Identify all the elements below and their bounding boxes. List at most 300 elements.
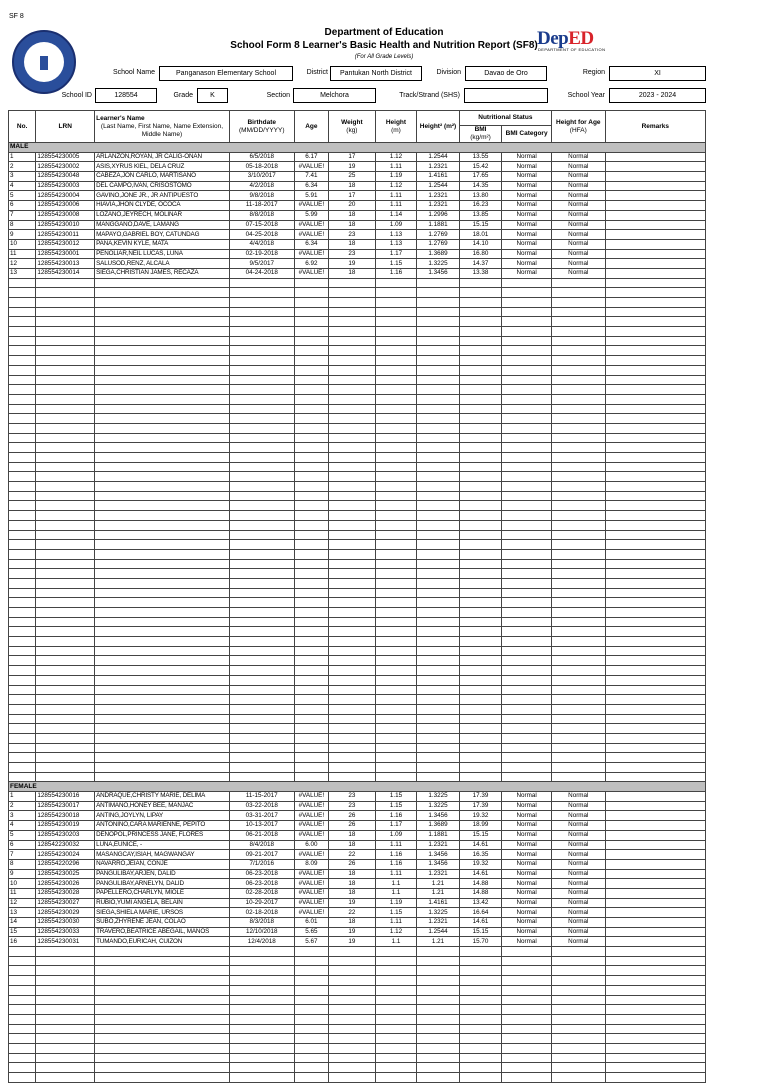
empty-cell[interactable]	[605, 443, 705, 453]
empty-cell[interactable]	[459, 714, 502, 724]
table-cell[interactable]: 1.11	[375, 191, 417, 201]
empty-cell[interactable]	[417, 327, 460, 337]
empty-cell[interactable]	[329, 501, 376, 511]
empty-cell[interactable]	[229, 733, 294, 743]
table-cell[interactable]: 02-19-2018	[229, 249, 294, 259]
table-cell[interactable]: 1.11	[375, 869, 417, 879]
empty-cell[interactable]	[375, 656, 417, 666]
table-cell[interactable]: 18	[329, 239, 376, 249]
district-field[interactable]: Pantukan North District	[330, 66, 422, 81]
empty-cell[interactable]	[229, 1034, 294, 1044]
empty-cell[interactable]	[417, 627, 460, 637]
table-cell[interactable]	[605, 908, 705, 918]
empty-cell[interactable]	[95, 763, 230, 773]
empty-cell[interactable]	[551, 385, 605, 395]
table-cell[interactable]: 128554230006	[36, 201, 95, 211]
empty-cell[interactable]	[9, 704, 36, 714]
empty-cell[interactable]	[329, 675, 376, 685]
empty-cell[interactable]	[229, 656, 294, 666]
empty-cell[interactable]	[417, 375, 460, 385]
empty-cell[interactable]	[605, 569, 705, 579]
table-cell[interactable]: 3	[9, 811, 36, 821]
empty-cell[interactable]	[502, 666, 552, 676]
table-cell[interactable]: PANGULIBAY,ARJEN, DALID	[95, 869, 230, 879]
table-cell[interactable]: Normal	[551, 869, 605, 879]
empty-cell[interactable]	[551, 704, 605, 714]
table-cell[interactable]: 1.21	[417, 879, 460, 889]
empty-cell[interactable]	[459, 695, 502, 705]
empty-cell[interactable]	[95, 433, 230, 443]
empty-cell[interactable]	[329, 462, 376, 472]
table-cell[interactable]: 5.99	[294, 210, 328, 220]
table-cell[interactable]: #VALUE!	[294, 850, 328, 860]
empty-cell[interactable]	[502, 559, 552, 569]
empty-cell[interactable]	[502, 307, 552, 317]
table-cell[interactable]	[605, 152, 705, 162]
table-cell[interactable]: 09-21-2017	[229, 850, 294, 860]
empty-cell[interactable]	[459, 753, 502, 763]
table-cell[interactable]: 128554230024	[36, 850, 95, 860]
table-cell[interactable]: 128554230014	[36, 268, 95, 278]
empty-cell[interactable]	[459, 356, 502, 366]
table-cell[interactable]: 128554230011	[36, 230, 95, 240]
empty-cell[interactable]	[294, 1063, 328, 1073]
empty-cell[interactable]	[605, 588, 705, 598]
empty-cell[interactable]	[95, 307, 230, 317]
table-cell[interactable]: #VALUE!	[294, 821, 328, 831]
table-cell[interactable]: #VALUE!	[294, 830, 328, 840]
empty-cell[interactable]	[551, 714, 605, 724]
table-cell[interactable]: DENOPOL,PRINCESS JANE, FLORES	[95, 830, 230, 840]
table-cell[interactable]: 1.3225	[417, 792, 460, 802]
empty-cell[interactable]	[329, 288, 376, 298]
table-cell[interactable]	[605, 172, 705, 182]
empty-cell[interactable]	[36, 656, 95, 666]
table-cell[interactable]: PANA,KEVIN KYLE, MATA	[95, 239, 230, 249]
table-cell[interactable]: 1.1	[375, 888, 417, 898]
empty-cell[interactable]	[329, 540, 376, 550]
empty-cell[interactable]	[329, 772, 376, 782]
empty-cell[interactable]	[9, 772, 36, 782]
empty-cell[interactable]	[459, 1005, 502, 1015]
table-cell[interactable]: 26	[329, 821, 376, 831]
table-cell[interactable]: NAVARRO,JEIAN, CONJE	[95, 859, 230, 869]
empty-cell[interactable]	[605, 336, 705, 346]
empty-cell[interactable]	[229, 336, 294, 346]
table-cell[interactable]: 13.38	[459, 268, 502, 278]
empty-cell[interactable]	[375, 947, 417, 957]
empty-cell[interactable]	[9, 724, 36, 734]
table-cell[interactable]: 15.70	[459, 937, 502, 947]
table-cell[interactable]: Normal	[502, 830, 552, 840]
table-cell[interactable]: #VALUE!	[294, 811, 328, 821]
empty-cell[interactable]	[375, 704, 417, 714]
empty-cell[interactable]	[375, 617, 417, 627]
table-cell[interactable]: 128554230008	[36, 210, 95, 220]
table-cell[interactable]: Normal	[502, 801, 552, 811]
empty-cell[interactable]	[229, 666, 294, 676]
empty-cell[interactable]	[417, 704, 460, 714]
table-cell[interactable]: 128554230013	[36, 259, 95, 269]
table-cell[interactable]	[605, 859, 705, 869]
table-cell[interactable]	[605, 162, 705, 172]
empty-cell[interactable]	[36, 753, 95, 763]
table-cell[interactable]: Normal	[551, 230, 605, 240]
empty-cell[interactable]	[329, 578, 376, 588]
empty-cell[interactable]	[417, 733, 460, 743]
empty-cell[interactable]	[551, 472, 605, 482]
empty-cell[interactable]	[551, 743, 605, 753]
empty-cell[interactable]	[329, 327, 376, 337]
empty-cell[interactable]	[329, 627, 376, 637]
table-cell[interactable]	[605, 830, 705, 840]
table-cell[interactable]: 14.61	[459, 840, 502, 850]
table-cell[interactable]: Normal	[551, 172, 605, 182]
empty-cell[interactable]	[329, 1043, 376, 1053]
empty-cell[interactable]	[36, 1043, 95, 1053]
empty-cell[interactable]	[95, 453, 230, 463]
empty-cell[interactable]	[417, 1063, 460, 1073]
table-cell[interactable]: 1.16	[375, 268, 417, 278]
empty-cell[interactable]	[329, 1024, 376, 1034]
empty-cell[interactable]	[459, 1073, 502, 1083]
table-cell[interactable]: Normal	[551, 220, 605, 230]
empty-cell[interactable]	[294, 569, 328, 579]
empty-cell[interactable]	[551, 753, 605, 763]
empty-cell[interactable]	[329, 1014, 376, 1024]
empty-cell[interactable]	[375, 307, 417, 317]
empty-cell[interactable]	[502, 472, 552, 482]
empty-cell[interactable]	[605, 578, 705, 588]
empty-cell[interactable]	[459, 327, 502, 337]
empty-cell[interactable]	[417, 1073, 460, 1083]
empty-cell[interactable]	[36, 472, 95, 482]
empty-cell[interactable]	[36, 336, 95, 346]
table-cell[interactable]: 5.65	[294, 927, 328, 937]
table-cell[interactable]: 128554230019	[36, 821, 95, 831]
table-cell[interactable]: 1.11	[375, 840, 417, 850]
empty-cell[interactable]	[36, 578, 95, 588]
empty-cell[interactable]	[329, 947, 376, 957]
empty-cell[interactable]	[417, 608, 460, 618]
table-cell[interactable]	[605, 230, 705, 240]
empty-cell[interactable]	[95, 646, 230, 656]
empty-cell[interactable]	[417, 1043, 460, 1053]
table-cell[interactable]: Normal	[502, 811, 552, 821]
empty-cell[interactable]	[229, 675, 294, 685]
table-cell[interactable]: ANTONINO,CARA MARIENNE, PEPITO	[95, 821, 230, 831]
empty-cell[interactable]	[9, 540, 36, 550]
empty-cell[interactable]	[551, 307, 605, 317]
empty-cell[interactable]	[417, 414, 460, 424]
table-cell[interactable]: 128554230025	[36, 869, 95, 879]
empty-cell[interactable]	[36, 307, 95, 317]
empty-cell[interactable]	[95, 298, 230, 308]
empty-cell[interactable]	[95, 385, 230, 395]
empty-cell[interactable]	[375, 772, 417, 782]
empty-cell[interactable]	[229, 307, 294, 317]
empty-cell[interactable]	[229, 646, 294, 656]
empty-cell[interactable]	[294, 549, 328, 559]
table-cell[interactable]: HIAVIA,JHON CLYDE, OCOCA	[95, 201, 230, 211]
empty-cell[interactable]	[9, 336, 36, 346]
empty-cell[interactable]	[95, 1053, 230, 1063]
table-cell[interactable]: 18	[329, 918, 376, 928]
empty-cell[interactable]	[229, 385, 294, 395]
empty-cell[interactable]	[9, 763, 36, 773]
table-cell[interactable]: 128554230004	[36, 191, 95, 201]
table-cell[interactable]: 128554230026	[36, 879, 95, 889]
empty-cell[interactable]	[9, 695, 36, 705]
empty-cell[interactable]	[36, 646, 95, 656]
empty-cell[interactable]	[9, 356, 36, 366]
empty-cell[interactable]	[229, 278, 294, 288]
empty-cell[interactable]	[417, 404, 460, 414]
empty-cell[interactable]	[36, 1014, 95, 1024]
empty-cell[interactable]	[551, 365, 605, 375]
empty-cell[interactable]	[551, 433, 605, 443]
table-cell[interactable]: 6.01	[294, 918, 328, 928]
table-cell[interactable]: Normal	[502, 869, 552, 879]
empty-cell[interactable]	[95, 462, 230, 472]
empty-cell[interactable]	[36, 365, 95, 375]
empty-cell[interactable]	[459, 443, 502, 453]
empty-cell[interactable]	[605, 472, 705, 482]
empty-cell[interactable]	[502, 1014, 552, 1024]
empty-cell[interactable]	[502, 317, 552, 327]
empty-cell[interactable]	[459, 482, 502, 492]
empty-cell[interactable]	[551, 608, 605, 618]
empty-cell[interactable]	[502, 278, 552, 288]
empty-cell[interactable]	[605, 549, 705, 559]
table-cell[interactable]: Normal	[551, 259, 605, 269]
empty-cell[interactable]	[417, 423, 460, 433]
table-cell[interactable]: 6/5/2018	[229, 152, 294, 162]
table-cell[interactable]: 13.42	[459, 898, 502, 908]
table-cell[interactable]: 1.12	[375, 181, 417, 191]
empty-cell[interactable]	[9, 1063, 36, 1073]
empty-cell[interactable]	[375, 733, 417, 743]
empty-cell[interactable]	[551, 540, 605, 550]
empty-cell[interactable]	[9, 433, 36, 443]
region-field[interactable]: XI	[609, 66, 706, 81]
empty-cell[interactable]	[459, 1063, 502, 1073]
empty-cell[interactable]	[417, 675, 460, 685]
table-cell[interactable]	[605, 821, 705, 831]
table-cell[interactable]: 1.2996	[417, 210, 460, 220]
empty-cell[interactable]	[9, 1034, 36, 1044]
empty-cell[interactable]	[375, 559, 417, 569]
empty-cell[interactable]	[459, 453, 502, 463]
empty-cell[interactable]	[294, 278, 328, 288]
empty-cell[interactable]	[36, 985, 95, 995]
empty-cell[interactable]	[375, 569, 417, 579]
table-cell[interactable]	[605, 792, 705, 802]
empty-cell[interactable]	[459, 617, 502, 627]
empty-cell[interactable]	[551, 985, 605, 995]
empty-cell[interactable]	[229, 704, 294, 714]
table-cell[interactable]: 15.15	[459, 220, 502, 230]
empty-cell[interactable]	[95, 346, 230, 356]
empty-cell[interactable]	[9, 375, 36, 385]
table-cell[interactable]: Normal	[551, 830, 605, 840]
table-cell[interactable]: Normal	[502, 230, 552, 240]
empty-cell[interactable]	[229, 569, 294, 579]
table-cell[interactable]: 11	[9, 888, 36, 898]
table-cell[interactable]: 1.1881	[417, 220, 460, 230]
empty-cell[interactable]	[502, 453, 552, 463]
table-cell[interactable]: 8	[9, 220, 36, 230]
empty-cell[interactable]	[294, 608, 328, 618]
empty-cell[interactable]	[375, 666, 417, 676]
table-cell[interactable]: 1.3456	[417, 859, 460, 869]
table-cell[interactable]: 1.2769	[417, 239, 460, 249]
empty-cell[interactable]	[229, 549, 294, 559]
empty-cell[interactable]	[294, 1053, 328, 1063]
empty-cell[interactable]	[502, 365, 552, 375]
table-cell[interactable]: 5.67	[294, 937, 328, 947]
table-cell[interactable]: 1.1	[375, 937, 417, 947]
empty-cell[interactable]	[417, 695, 460, 705]
table-cell[interactable]: 1.13	[375, 239, 417, 249]
table-cell[interactable]: 128554230001	[36, 249, 95, 259]
empty-cell[interactable]	[329, 976, 376, 986]
empty-cell[interactable]	[9, 985, 36, 995]
table-cell[interactable]: 15.42	[459, 162, 502, 172]
empty-cell[interactable]	[36, 724, 95, 734]
empty-cell[interactable]	[294, 453, 328, 463]
empty-cell[interactable]	[229, 772, 294, 782]
table-cell[interactable]: 04-25-2018	[229, 230, 294, 240]
table-cell[interactable]: 15	[9, 927, 36, 937]
empty-cell[interactable]	[459, 704, 502, 714]
empty-cell[interactable]	[551, 298, 605, 308]
table-cell[interactable]: #VALUE!	[294, 792, 328, 802]
empty-cell[interactable]	[375, 995, 417, 1005]
table-cell[interactable]: 06-23-2018	[229, 879, 294, 889]
empty-cell[interactable]	[294, 501, 328, 511]
empty-cell[interactable]	[36, 637, 95, 647]
empty-cell[interactable]	[229, 685, 294, 695]
empty-cell[interactable]	[95, 482, 230, 492]
table-cell[interactable]: Normal	[502, 239, 552, 249]
empty-cell[interactable]	[551, 414, 605, 424]
empty-cell[interactable]	[95, 549, 230, 559]
table-cell[interactable]: 1.2321	[417, 840, 460, 850]
empty-cell[interactable]	[9, 327, 36, 337]
table-cell[interactable]: 05-18-2018	[229, 162, 294, 172]
empty-cell[interactable]	[551, 646, 605, 656]
empty-cell[interactable]	[329, 656, 376, 666]
table-cell[interactable]: 12	[9, 898, 36, 908]
empty-cell[interactable]	[605, 356, 705, 366]
empty-cell[interactable]	[417, 724, 460, 734]
table-cell[interactable]: 6.92	[294, 259, 328, 269]
table-cell[interactable]: MANGGANO,DAVE, LAMANG	[95, 220, 230, 230]
empty-cell[interactable]	[294, 956, 328, 966]
empty-cell[interactable]	[459, 947, 502, 957]
empty-cell[interactable]	[294, 646, 328, 656]
table-cell[interactable]	[605, 869, 705, 879]
empty-cell[interactable]	[9, 947, 36, 957]
table-cell[interactable]: Normal	[502, 191, 552, 201]
empty-cell[interactable]	[229, 1063, 294, 1073]
empty-cell[interactable]	[229, 1073, 294, 1083]
empty-cell[interactable]	[329, 637, 376, 647]
empty-cell[interactable]	[294, 617, 328, 627]
empty-cell[interactable]	[329, 549, 376, 559]
empty-cell[interactable]	[417, 588, 460, 598]
empty-cell[interactable]	[95, 1005, 230, 1015]
empty-cell[interactable]	[329, 733, 376, 743]
table-cell[interactable]: 128554220296	[36, 859, 95, 869]
table-cell[interactable]: 18	[329, 268, 376, 278]
empty-cell[interactable]	[502, 763, 552, 773]
empty-cell[interactable]	[9, 278, 36, 288]
empty-cell[interactable]	[502, 462, 552, 472]
empty-cell[interactable]	[36, 675, 95, 685]
table-cell[interactable]: 128542230032	[36, 840, 95, 850]
table-cell[interactable]: 1.19	[375, 172, 417, 182]
empty-cell[interactable]	[229, 394, 294, 404]
table-cell[interactable]: Normal	[551, 239, 605, 249]
empty-cell[interactable]	[229, 588, 294, 598]
empty-cell[interactable]	[229, 375, 294, 385]
table-cell[interactable]: 18.01	[459, 230, 502, 240]
empty-cell[interactable]	[375, 423, 417, 433]
empty-cell[interactable]	[329, 453, 376, 463]
empty-cell[interactable]	[459, 385, 502, 395]
table-cell[interactable]: 4	[9, 821, 36, 831]
table-cell[interactable]: 12/10/2018	[229, 927, 294, 937]
table-cell[interactable]: Normal	[502, 937, 552, 947]
table-cell[interactable]: Normal	[551, 859, 605, 869]
empty-cell[interactable]	[294, 404, 328, 414]
empty-cell[interactable]	[459, 578, 502, 588]
empty-cell[interactable]	[375, 578, 417, 588]
empty-cell[interactable]	[605, 327, 705, 337]
empty-cell[interactable]	[459, 433, 502, 443]
empty-cell[interactable]	[459, 637, 502, 647]
empty-cell[interactable]	[502, 724, 552, 734]
empty-cell[interactable]	[294, 482, 328, 492]
empty-cell[interactable]	[329, 317, 376, 327]
empty-cell[interactable]	[375, 685, 417, 695]
empty-cell[interactable]	[294, 414, 328, 424]
empty-cell[interactable]	[459, 462, 502, 472]
table-cell[interactable]: 17.39	[459, 801, 502, 811]
empty-cell[interactable]	[229, 288, 294, 298]
empty-cell[interactable]	[329, 695, 376, 705]
empty-cell[interactable]	[9, 404, 36, 414]
empty-cell[interactable]	[605, 733, 705, 743]
empty-cell[interactable]	[95, 704, 230, 714]
empty-cell[interactable]	[95, 627, 230, 637]
empty-cell[interactable]	[417, 666, 460, 676]
empty-cell[interactable]	[551, 317, 605, 327]
empty-cell[interactable]	[95, 394, 230, 404]
empty-cell[interactable]	[375, 976, 417, 986]
table-cell[interactable]: 7	[9, 210, 36, 220]
empty-cell[interactable]	[294, 714, 328, 724]
empty-cell[interactable]	[36, 598, 95, 608]
empty-cell[interactable]	[605, 346, 705, 356]
empty-cell[interactable]	[375, 453, 417, 463]
table-cell[interactable]: 1.14	[375, 210, 417, 220]
empty-cell[interactable]	[375, 695, 417, 705]
empty-cell[interactable]	[329, 685, 376, 695]
empty-cell[interactable]	[502, 501, 552, 511]
